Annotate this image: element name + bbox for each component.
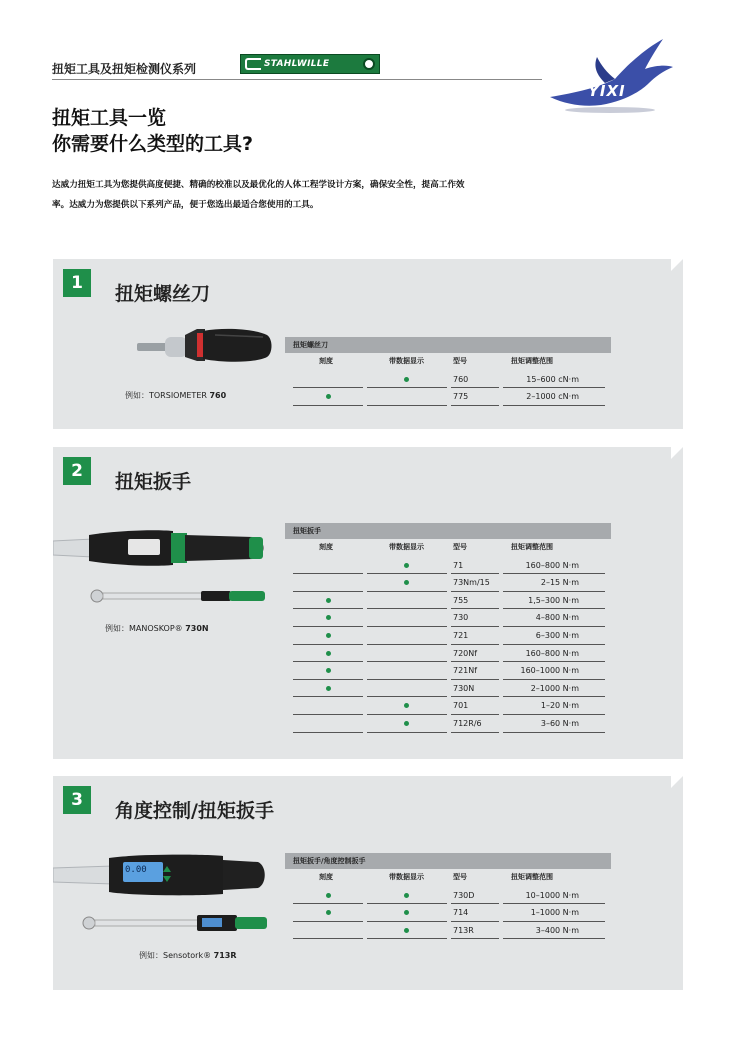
display-indicator-dot-icon <box>404 910 409 915</box>
spec-table <box>285 337 611 406</box>
table-row <box>285 371 611 389</box>
display-indicator-dot-icon <box>404 721 409 726</box>
torque-range: 6–300 N·m <box>535 630 579 640</box>
row-divider <box>293 405 363 406</box>
scale-indicator-dot-icon <box>326 910 331 915</box>
torque-wrench-small-image <box>89 587 269 605</box>
model-number: 755 <box>453 595 469 605</box>
eagle-logo-icon <box>545 35 675 115</box>
torque-range: 4–800 N·m <box>535 613 579 623</box>
electronic-wrench-small-image <box>81 912 271 934</box>
caption-name: TORSIOMETER <box>149 391 207 400</box>
scale-indicator-dot-icon <box>326 668 331 673</box>
caption-model: 760 <box>209 391 227 400</box>
caption-prefix: 例如： <box>105 624 129 633</box>
header-title: 扭矩工具及扭矩检测仪系列 <box>52 62 197 76</box>
scale-indicator-dot-icon <box>326 615 331 620</box>
row-divider <box>451 938 499 939</box>
torque-range: 3–60 N·m <box>540 718 579 728</box>
caption-model: 730N <box>185 624 209 633</box>
torque-range: 1,5–300 N·m <box>528 595 579 605</box>
table-title: 扭矩扳手 <box>285 523 611 539</box>
intro-line2: 率。达威力为您提供以下系列产品，便于您选出最适合您使用的工具。 <box>52 200 319 210</box>
partner-logo-text: YIXI <box>588 82 626 100</box>
caption-prefix: 例如： <box>139 951 163 960</box>
page-title-line1: 扭矩工具一览 <box>52 107 167 129</box>
row-divider <box>293 938 363 939</box>
model-number: 701 <box>453 701 469 711</box>
model-number: 730D <box>453 890 475 900</box>
model-number: 775 <box>453 392 469 402</box>
column-header: 扭矩调整范围 <box>511 543 553 551</box>
table-row <box>285 609 611 627</box>
model-number: 712R/6 <box>453 718 482 728</box>
caption-prefix: 例如： <box>125 391 149 400</box>
table-row <box>285 697 611 715</box>
torque-range: 15–600 cN·m <box>526 374 579 384</box>
table-row <box>285 592 611 610</box>
model-number: 71 <box>453 560 464 570</box>
table-header-row <box>285 869 611 887</box>
section-number: 1 <box>63 269 91 297</box>
torque-range: 160–800 N·m <box>525 648 579 658</box>
table-row <box>285 922 611 940</box>
model-number: 713R <box>453 925 474 935</box>
torque-range: 1–20 N·m <box>540 701 579 711</box>
display-indicator-dot-icon <box>404 893 409 898</box>
torque-wrench-large-image <box>53 527 273 569</box>
display-indicator-dot-icon <box>404 703 409 708</box>
model-number: 730N <box>453 683 475 693</box>
torque-range: 3–400 N·m <box>535 925 579 935</box>
section-title: 角度控制/扭矩扳手 <box>115 800 274 822</box>
stahlwille-logo <box>240 54 380 74</box>
column-header: 扭矩调整范围 <box>511 357 553 365</box>
table-row <box>285 557 611 575</box>
column-header: 型号 <box>453 357 467 365</box>
display-indicator-dot-icon <box>404 563 409 568</box>
row-divider <box>367 938 447 939</box>
section-caption <box>125 390 226 401</box>
row-divider <box>293 732 363 733</box>
column-header: 刻度 <box>319 543 333 551</box>
column-header: 带数据显示 <box>389 357 424 365</box>
row-divider <box>451 732 499 733</box>
scale-indicator-dot-icon <box>326 633 331 638</box>
row-divider <box>367 732 447 733</box>
spec-table <box>285 523 611 733</box>
table-row <box>285 887 611 905</box>
table-header-row <box>285 539 611 557</box>
brand-name: STAHLWILLE <box>264 59 330 69</box>
model-number: 73Nm/15 <box>453 578 490 588</box>
page-title <box>52 105 253 157</box>
torque-range: 2–1000 cN·m <box>526 392 579 402</box>
electronic-wrench-large-image <box>53 852 268 898</box>
page-header <box>52 50 542 80</box>
scale-indicator-dot-icon <box>326 893 331 898</box>
scale-indicator-dot-icon <box>326 598 331 603</box>
page-title-line2: 你需要什么类型的工具? <box>52 133 254 155</box>
row-divider <box>367 405 447 406</box>
scale-indicator-dot-icon <box>326 651 331 656</box>
table-row <box>285 627 611 645</box>
table-row <box>285 645 611 663</box>
scale-indicator-dot-icon <box>326 394 331 399</box>
model-number: 721Nf <box>453 666 478 676</box>
brand-dot-icon <box>363 58 375 70</box>
display-reading: 0.00 <box>125 865 147 875</box>
table-row <box>285 680 611 698</box>
column-header: 扭矩调整范围 <box>511 873 553 881</box>
column-header: 带数据显示 <box>389 873 424 881</box>
caption-name: Sensotork® <box>163 951 212 960</box>
model-number: 730 <box>453 613 469 623</box>
model-number: 714 <box>453 908 469 918</box>
section-title: 扭矩扳手 <box>115 471 192 493</box>
table-row <box>285 662 611 680</box>
table-header-row <box>285 353 611 371</box>
intro-paragraph <box>52 175 552 215</box>
column-header: 带数据显示 <box>389 543 424 551</box>
table-title: 扭矩螺丝刀 <box>285 337 611 353</box>
section-number: 2 <box>63 457 91 485</box>
column-header: 刻度 <box>319 873 333 881</box>
torque-range: 160–1000 N·m <box>520 666 579 676</box>
column-header: 刻度 <box>319 357 333 365</box>
table-row <box>285 388 611 406</box>
section-torque-screwdriver <box>53 259 683 429</box>
scale-indicator-dot-icon <box>326 686 331 691</box>
row-divider <box>451 405 499 406</box>
table-row <box>285 904 611 922</box>
caption-name: MANOSKOP® <box>129 624 183 633</box>
row-divider <box>503 405 605 406</box>
model-number: 721 <box>453 630 469 640</box>
display-indicator-dot-icon <box>404 928 409 933</box>
display-indicator-dot-icon <box>404 377 409 382</box>
spec-table <box>285 853 611 939</box>
section-title: 扭矩螺丝刀 <box>115 283 211 305</box>
table-title: 扭矩扳手/角度控制扳手 <box>285 853 611 869</box>
torque-range: 10–1000 N·m <box>525 890 579 900</box>
section-number: 3 <box>63 786 91 814</box>
column-header: 型号 <box>453 873 467 881</box>
table-row <box>285 715 611 733</box>
torque-range: 2–1000 N·m <box>530 683 579 693</box>
display-indicator-dot-icon <box>404 580 409 585</box>
torque-range: 1–1000 N·m <box>530 908 579 918</box>
torque-range: 160–800 N·m <box>525 560 579 570</box>
table-row <box>285 574 611 592</box>
torque-screwdriver-image <box>135 321 275 371</box>
caption-model: 713R <box>213 951 237 960</box>
row-divider <box>503 938 605 939</box>
section-torque-wrench <box>53 447 683 759</box>
column-header: 型号 <box>453 543 467 551</box>
section-caption <box>105 623 209 634</box>
torque-range: 2–15 N·m <box>540 578 579 588</box>
model-number: 760 <box>453 374 469 384</box>
model-number: 720Nf <box>453 648 478 658</box>
row-divider <box>503 732 605 733</box>
wrench-mark-icon <box>245 58 261 70</box>
section-angle-control-wrench <box>53 776 683 990</box>
section-caption <box>139 950 237 961</box>
intro-line1: 达威力扭矩工具为您提供高度便捷、精确的校准以及最优化的人体工程学设计方案，确保安全性，提高工作效 <box>52 180 465 190</box>
